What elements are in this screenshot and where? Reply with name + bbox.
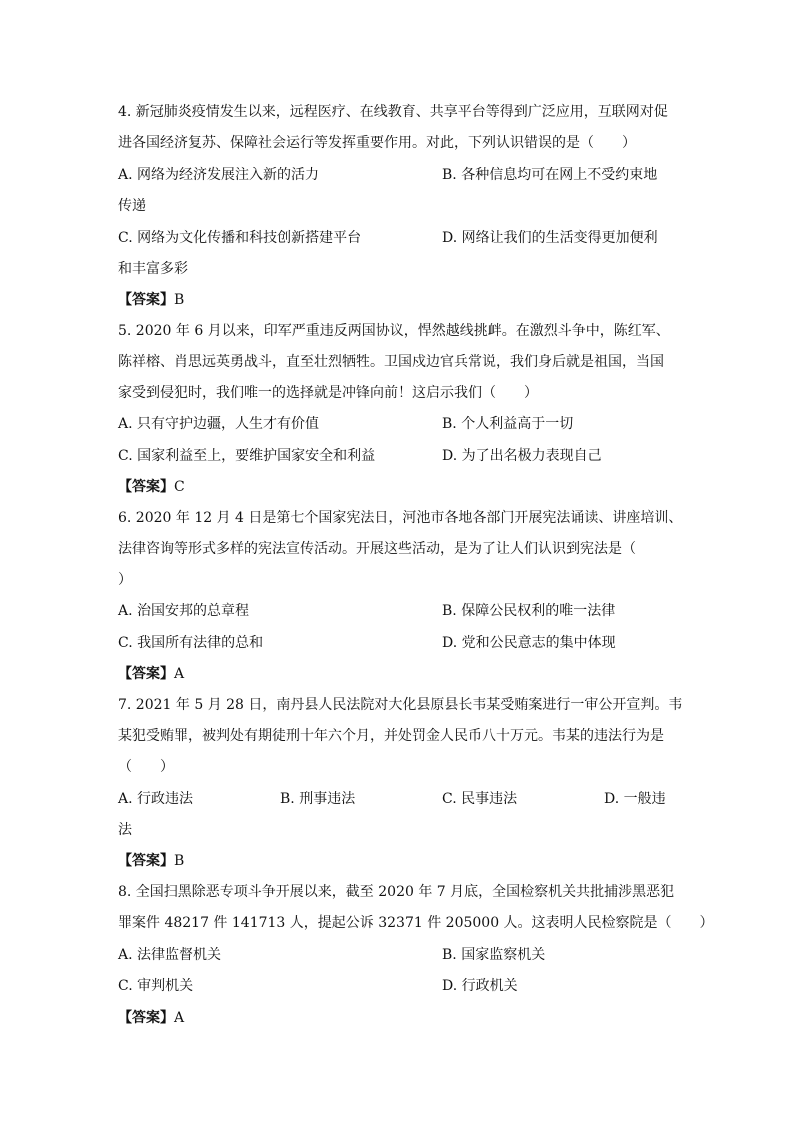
option-a: A. 行政违法 (118, 791, 194, 807)
option-d: D. 一般违 (604, 791, 666, 807)
answer-value: A (174, 666, 185, 682)
option-a: A. 网络为经济发展注入新的活力 (118, 167, 320, 183)
question-text: 7. 2021 年 5 月 28 日，南丹县人民法院对大化县原县长韦某受贿案进行一审公开宣判。韦 (118, 697, 683, 713)
option-d: D. 党和公民意志的集中体现 (442, 635, 616, 651)
option-d-continued: 法 (118, 822, 132, 838)
question-text: 某犯受贿罪，被判处有期徒刑十年六个月，并处罚金人民币八十万元。韦某的违法行为是 (118, 728, 664, 744)
question-text: 8. 全国扫黑除恶专项斗争开展以来，截至 2020 年 7 月底，全国检察机关共批捕涉黑恶犯 (118, 884, 675, 900)
option-d-continued: 和丰富多彩 (118, 261, 188, 277)
question-text: 法律咨询等形式多样的宪法宣传活动。开展这些活动，是为了让人们认识到宪法是（ (118, 541, 636, 557)
answer (118, 290, 184, 310)
question-text: 进各国经济复苏、保障社会运行等发挥重要作用。对此，下列认识错误的是（ ） (118, 135, 636, 151)
answer-label: 【答案】 (118, 853, 174, 869)
option-b: B. 保障公民权利的唯一法律 (442, 603, 616, 619)
option-d: D. 网络让我们的生活变得更加便利 (442, 230, 658, 246)
question-text: 家受到侵犯时，我们唯一的选择就是冲锋向前！这启示我们（ ） (118, 385, 538, 401)
option-b: B. 个人利益高于一切 (442, 416, 574, 432)
option-b: B. 刑事违法 (280, 791, 356, 807)
answer (118, 1008, 184, 1028)
answer (118, 477, 185, 497)
option-a: A. 治国安邦的总章程 (118, 603, 250, 619)
question-text: 4. 新冠肺炎疫情发生以来，远程医疗、在线教育、共享平台等得到广泛应用，互联网对促 (118, 104, 668, 120)
option-b: B. 国家监察机关 (442, 947, 546, 963)
answer (118, 664, 184, 684)
answer-value: A (174, 1010, 185, 1026)
answer-label: 【答案】 (118, 479, 174, 495)
option-d: D. 行政机关 (442, 978, 518, 994)
option-c: C. 审判机关 (118, 978, 194, 994)
option-c: C. 国家利益至上，要维护国家安全和利益 (118, 448, 376, 464)
question-text: 罪案件 48217 件 141713 人，提起公诉 32371 件 205000 人。这表明人民检察院是（ ） (118, 915, 714, 931)
option-b: B. 各种信息均可在网上不受约束地 (442, 167, 658, 183)
option-d: D. 为了出名极力表现自己 (442, 448, 602, 464)
answer-label: 【答案】 (118, 666, 174, 682)
option-c: C. 民事违法 (442, 791, 518, 807)
question-text: ） (118, 572, 132, 588)
answer-label: 【答案】 (118, 1010, 174, 1026)
option-c: C. 我国所有法律的总和 (118, 635, 264, 651)
option-c: C. 网络为文化传播和科技创新搭建平台 (118, 230, 362, 246)
question-text: 陈祥榕、肖思远英勇战斗，直至壮烈牺牲。卫国戍边官兵常说，我们身后就是祖国，当国 (118, 354, 664, 370)
option-a: A. 法律监督机关 (118, 947, 222, 963)
question-text: （ ） (118, 759, 174, 775)
option-a: A. 只有守护边疆，人生才有价值 (118, 416, 320, 432)
answer-value: B (174, 292, 185, 308)
option-b-continued: 传递 (118, 198, 146, 214)
question-text: 5. 2020 年 6 月以来，印军严重违反两国协议，悍然越线挑衅。在激烈斗争中，陈红军、 (118, 323, 670, 339)
question-text: 6. 2020 年 12 月 4 日是第七个国家宪法日，河池市各地各部门开展宪法诵读、讲座培训、 (118, 510, 683, 526)
answer-value: C (174, 479, 185, 495)
answer-label: 【答案】 (118, 292, 174, 308)
answer (118, 851, 184, 871)
answer-value: B (174, 853, 185, 869)
